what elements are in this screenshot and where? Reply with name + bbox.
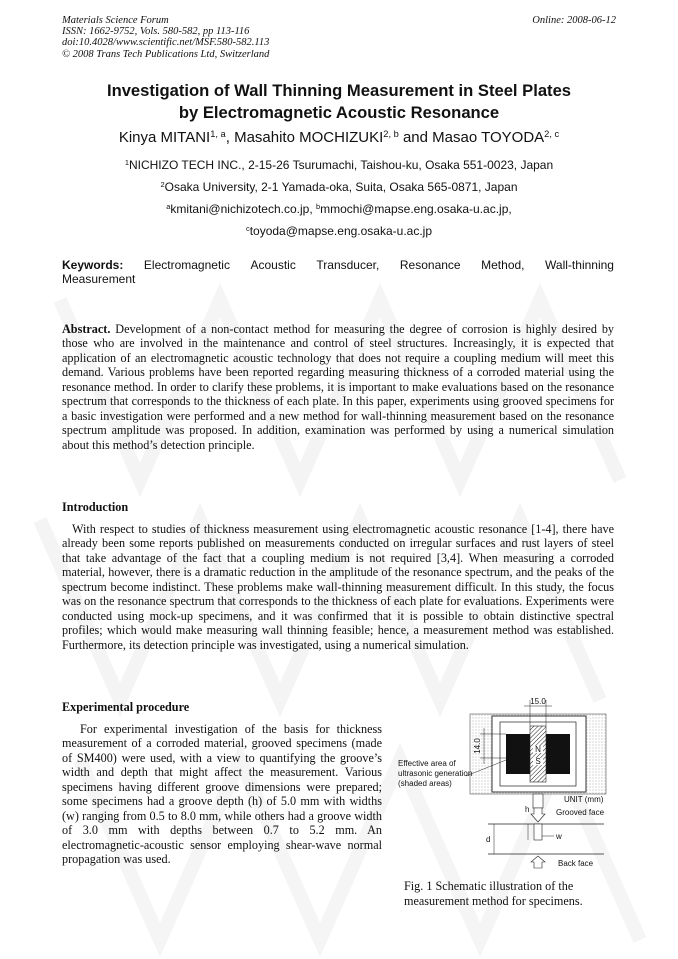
author-sep: and [398, 129, 433, 146]
abstract-text: Development of a non-contact method for measuring the degree of corrosion is highly desired by those who are involved in the maintenance and control of steel structures. Increasingly, it is expected that application of an electromagnetic acoustic technology that does not require a coupling medium will meet this demand. Various problems have been reported regarding measuring thickness of a corroded material using the resonance method. In order to clarify these problems, it is important to make evaluations based on the resonance spectrum that corresponds to the thickness of each plate. In this paper, experiments using grooved specimens for a basic investigation were performed and a new method for wall-thinning measurement based on the resonance spectrum amplitude was proposed. In addition, examination was performed by using a numerical simulation about this method’s detection principle. [62, 322, 615, 452]
title-line-1: Investigation of Wall Thinning Measurement in Steel Plates [106, 81, 572, 100]
effective-area-label: ultrasonic generation [398, 769, 473, 778]
doi-line: doi:10.4028/www.scientific.net/MSF.580-582.113 [62, 37, 270, 49]
author-sup: 2, b [383, 128, 399, 139]
experimental-heading: Experimental procedure [62, 700, 190, 714]
affiliation-1 [0, 158, 678, 172]
abstract-label: Abstract. [62, 322, 111, 336]
abstract [62, 322, 614, 452]
keywords-label: Keywords: [62, 258, 124, 272]
back-face-label: Back face [558, 859, 594, 868]
paper-title [0, 80, 678, 124]
unit-label: UNIT (mm) [564, 795, 604, 804]
figure-1-schematic [394, 696, 616, 876]
affiliation-sup: 1 [124, 157, 129, 167]
dim-top-label: 15.0 [530, 697, 546, 706]
keywords-line [62, 258, 614, 272]
author-sup: 1, a [210, 128, 226, 139]
email-sup: a [166, 201, 171, 211]
introduction-heading: Introduction [62, 500, 129, 514]
figure-1-caption: Fig. 1 Schematic illustration of the measurement method for specimens. [404, 879, 583, 908]
email-a: kmitani@nichizotech.co.jp, [170, 202, 316, 216]
email-sup: c [245, 223, 250, 233]
arrow-down-icon [531, 808, 545, 822]
email-line-1 [0, 202, 678, 216]
label-d: d [486, 835, 491, 844]
keywords [62, 258, 614, 287]
keyword-term: Acoustic [250, 258, 296, 272]
journal-name: Materials Science Forum [62, 15, 169, 26]
keyword-term: Measurement [62, 272, 136, 287]
magnet [530, 726, 546, 782]
label-w: w [556, 832, 562, 841]
author-list [0, 128, 678, 148]
author-name: Masahito MOCHIZUKI [234, 129, 384, 146]
affiliation-text: NICHIZO TECH INC., 2-15-26 Tsurumachi, Taishou-ku, Osaka 551-0023, Japan [128, 158, 554, 172]
dim-side-label: 14.0 [473, 738, 482, 754]
keyword-term: Transducer, [316, 258, 380, 272]
affiliation-text: Osaka University, 2-1 Yamada-oka, Suita, Osaka 565-0871, Japan [164, 180, 518, 194]
journal-header [62, 15, 269, 60]
author-sep: , [225, 129, 235, 146]
affiliation-2 [0, 180, 678, 194]
affiliation-sup: 2 [160, 179, 165, 189]
experimental-text: For experimental investigation of the basis for thickness measurement of a corroded material, grooved specimens (made of SM400) were used, with a view to quantifying the groove’s width and depth that might affect the measurement. Various specimens having different groove dimensions were prepared; some specimens had a groove depth (h) of 5.0 mm with widths (w) ranging from 0.5 to 8.0 mm, while others had a groove width of 3.0 mm with depths between 0.7 to 5.2 mm. An electromagnetic-acoustic sensor employing shear-wave normal propagation was used. [62, 722, 382, 867]
effective-area-label: (shaded areas) [398, 779, 452, 788]
keyword-term: Electromagnetic [143, 258, 230, 272]
grooved-face-label: Grooved face [556, 808, 605, 817]
effective-area-right [546, 734, 570, 774]
arrow-up-icon [531, 856, 545, 868]
effective-area-left [506, 734, 530, 774]
email-b: mmochi@mapse.eng.osaka-u.ac.jp, [320, 202, 512, 216]
online-date: Online: 2008-06-12 [532, 15, 616, 26]
introduction-text: With respect to studies of thickness measurement using electromagnetic acoustic resonance [1-4], there have already been some reports published on measurements conducted on irregular surfaces and rust layers of steel that take advantage of the fact that a coupling medium is not required [3,4]. When measuring a corroded material, however, there is a dramatic reduction in the amplitude of the resonance spectrum, and the peaks of the spectrum become indistinct. These problems make wall-thinning measurement difficult. In this study, the focus was on the resonance spectrum that corresponds to the thickness of each plate for evaluations. Experiments were conducted using mock-up specimens, and it was confirmed that it is possible to obtain distinctive spectral profiles; which would make measuring wall thinning feasible; hence, a measurement method was established. Furthermore, its detection principle was investigated, using a numerical simulation. [62, 522, 614, 652]
issn-line: ISSN: 1662-9752, Vols. 580-582, pp 113-116 [62, 26, 250, 38]
sensor-probe [533, 794, 543, 808]
keyword-term: Wall-thinning [545, 258, 614, 272]
keyword-term: Resonance [399, 258, 461, 272]
copyright-line: © 2008 Trans Tech Publications Ltd, Switzerland [62, 48, 270, 60]
email-line-2 [0, 224, 678, 238]
author-name: Kinya MITANI [118, 129, 211, 146]
magnet-s-label: S [535, 757, 541, 766]
effective-area-label: Effective area of [398, 759, 456, 768]
title-line-2: by Electromagnetic Acoustic Resonance [178, 103, 500, 122]
magnet-n-label: N [535, 745, 541, 754]
author-name: Masao TOYODA [432, 129, 545, 146]
groove [534, 824, 542, 840]
author-sup: 2, c [544, 128, 560, 139]
email-sup: b [315, 201, 321, 211]
keyword-term: Method, [481, 258, 525, 272]
label-h: h [525, 805, 530, 814]
email-c: toyoda@mapse.eng.osaka-u.ac.jp [249, 224, 432, 238]
